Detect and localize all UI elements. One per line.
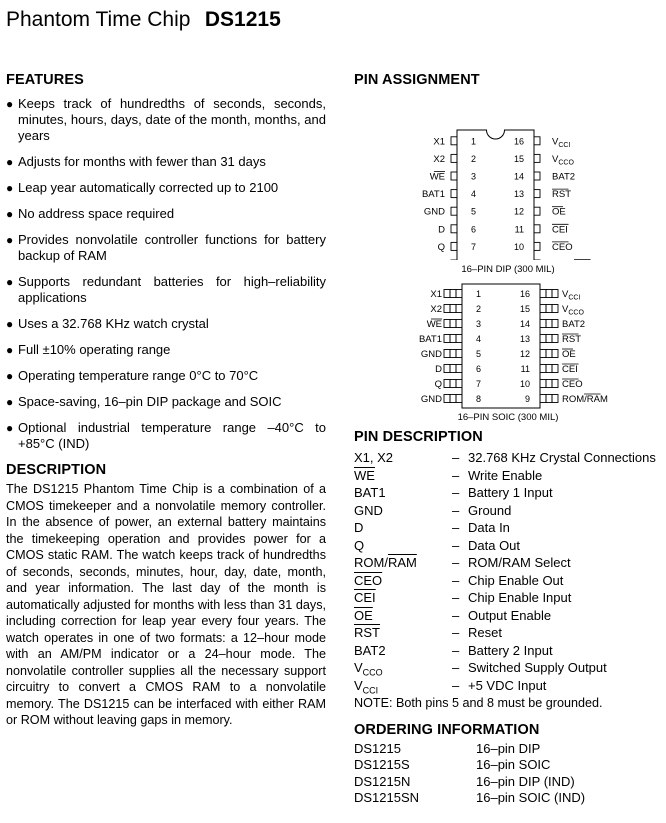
pin-label: D	[438, 224, 445, 236]
pin-number: 16	[513, 136, 524, 147]
pin-lead	[456, 350, 462, 358]
pin-name: BAT1	[354, 485, 386, 500]
pin-name: $V_{CCO}$	[354, 660, 383, 678]
pin-lead	[540, 350, 546, 358]
pin-function: Switched Supply Output	[468, 660, 607, 675]
pin-lead	[444, 335, 450, 343]
pin-dash: –	[452, 590, 460, 605]
ordering-part: DS1215SN	[354, 790, 420, 806]
pin-label: RST	[552, 189, 571, 201]
pin-dash: –	[452, 502, 460, 518]
pin-function: Data Out	[468, 537, 521, 553]
pin-description-row	[354, 555, 656, 573]
pin-label: X1	[430, 289, 442, 300]
pin-label: CEI	[562, 364, 578, 375]
pin-number	[471, 260, 476, 261]
pin-label	[424, 260, 445, 261]
pin-number: 9	[524, 394, 530, 404]
ordering-row	[354, 740, 585, 757]
pin-name: GND	[354, 502, 383, 518]
feature-text: No address space required	[18, 206, 175, 221]
pin-number: 13	[513, 189, 524, 200]
soic-pinout-diagram	[354, 280, 662, 410]
pin-label: WE	[429, 171, 445, 183]
pin-lead	[546, 305, 552, 313]
pin-lead	[546, 290, 552, 298]
pin-number: 3	[476, 319, 482, 329]
pin-name: D	[354, 520, 364, 535]
ordering-table	[354, 740, 585, 806]
pin-lead	[450, 395, 456, 403]
pin-dash: –	[452, 537, 460, 553]
pin-lead	[451, 137, 457, 145]
pin-description-row	[354, 538, 656, 556]
pin-label: Q	[434, 379, 442, 390]
ordering-row	[354, 790, 585, 807]
pin-lead	[552, 365, 558, 373]
pin-number: 16	[519, 289, 530, 299]
pin-dash: –	[452, 450, 460, 465]
pin-name: $\overline{OE}$	[354, 607, 373, 623]
pin-function: Chip Enable Out	[468, 572, 564, 588]
pin-function: Data In	[468, 520, 510, 535]
chip-body	[462, 284, 540, 408]
pin-lead	[540, 335, 546, 343]
pin-lead	[456, 335, 462, 343]
pin-label: BAT1	[421, 189, 445, 201]
bullet-icon: ●	[6, 233, 14, 247]
pin-label: X2	[430, 304, 442, 315]
feature-item	[6, 342, 326, 358]
pin-description-row	[354, 520, 656, 538]
pin-function: Ground	[468, 502, 512, 518]
pin-lead	[444, 320, 450, 328]
pin-lead	[451, 154, 457, 162]
pin-lead	[444, 305, 450, 313]
pin-number: 4	[471, 189, 477, 200]
pin-lead	[456, 320, 462, 328]
pin-description-row	[354, 678, 656, 696]
pin-label: BAT1	[418, 334, 442, 345]
features-list	[6, 96, 326, 452]
pin-name: BAT2	[354, 642, 386, 658]
pin-label: $V_{CCI}$	[562, 289, 581, 302]
pin-number: 13	[519, 334, 530, 344]
feature-text: Adjusts for months with fewer than 31 days	[18, 154, 266, 169]
feature-text: Optional industrial temperature range –40°C to +85°C (IND)	[18, 420, 326, 451]
pin-label: CEI	[552, 224, 568, 236]
pin-number: 8	[476, 394, 482, 404]
pin-lead	[444, 380, 450, 388]
pin-function: Write Enable	[468, 467, 543, 483]
pin-lead	[534, 190, 540, 198]
pin-dash: –	[452, 660, 460, 675]
dip-pinout-diagram	[354, 98, 662, 260]
ordering-package: 16–pin SOIC	[476, 757, 551, 773]
feature-item	[6, 232, 326, 264]
pin-label: ROM/RAM	[562, 394, 608, 405]
pin-label: D	[435, 364, 442, 375]
pin-dash: –	[452, 467, 460, 483]
pin-lead	[451, 225, 457, 233]
bullet-icon: ●	[6, 317, 14, 331]
features-heading: FEATURES	[6, 72, 84, 88]
pin-dash: –	[452, 642, 460, 658]
pin-lead	[450, 380, 456, 388]
pin-number: 4	[476, 334, 482, 344]
ordering-part: DS1215N	[354, 773, 411, 789]
pin-number: 11	[520, 364, 530, 374]
bullet-icon: ●	[6, 97, 14, 111]
pin-label: OE	[552, 206, 566, 218]
soic-package	[354, 280, 662, 423]
pin-number: 11	[514, 224, 524, 235]
pin-label: CEO	[562, 379, 583, 390]
left-column	[6, 72, 326, 729]
pin-number: 10	[519, 379, 530, 389]
pin-lead	[552, 320, 558, 328]
feature-item	[6, 180, 326, 196]
pin-number: 7	[476, 379, 482, 389]
pin-lead	[450, 335, 456, 343]
pin-lead	[444, 290, 450, 298]
pin-name: $V_{CCI}$	[354, 677, 379, 696]
pin-label: $V_{CCI}$	[552, 136, 571, 149]
bullet-icon: ●	[6, 395, 14, 409]
feature-text: Leap year automatically corrected up to 2100	[18, 180, 279, 195]
pin-description-row	[354, 625, 656, 643]
feature-item	[6, 274, 326, 306]
pin-lead	[534, 225, 540, 233]
pin-number: 3	[471, 171, 477, 182]
pin-number: 2	[471, 153, 477, 164]
pin-number: 15	[513, 153, 524, 164]
pin-lead	[451, 207, 457, 215]
feature-text: Uses a 32.768 KHz watch crystal	[18, 316, 209, 331]
pin-lead	[540, 290, 546, 298]
pin-lead	[444, 365, 450, 373]
pin-lead	[546, 365, 552, 373]
pin-lead	[450, 305, 456, 313]
pin-lead	[450, 350, 456, 358]
pin-label: RST	[562, 334, 581, 345]
bullet-icon: ●	[6, 343, 14, 357]
pin-lead	[451, 190, 457, 198]
pin-description-row	[354, 590, 656, 608]
pin-lead	[540, 395, 546, 403]
pin-name: X1, X2	[354, 450, 394, 465]
pin-lead	[456, 380, 462, 388]
bullet-icon: ●	[6, 421, 14, 435]
pin-description-row	[354, 503, 656, 521]
feature-item	[6, 96, 326, 144]
pin-lead	[450, 290, 456, 298]
pin-function: Reset	[468, 625, 502, 640]
pin-dash: –	[452, 520, 460, 535]
pin-lead	[546, 350, 552, 358]
dip-package	[354, 98, 662, 275]
pin-label: Q	[437, 241, 445, 253]
pin-lead	[456, 290, 462, 298]
pin-function: +5 VDC Input	[468, 677, 547, 693]
page-header	[6, 8, 281, 32]
pin-description-row	[354, 643, 656, 661]
pin-lead	[552, 335, 558, 343]
bullet-icon: ●	[6, 181, 14, 195]
pin-function: 32.768 KHz Crystal Connections	[468, 450, 656, 465]
pin-dash: –	[452, 572, 460, 588]
pin-number: 14	[519, 319, 530, 329]
ordering-package: 16–pin SOIC (IND)	[476, 790, 586, 806]
feature-item	[6, 316, 326, 332]
feature-text: Space-saving, 16–pin DIP package and SOIC	[18, 394, 282, 409]
pin-lead	[540, 380, 546, 388]
pin-description-row	[354, 660, 656, 678]
pin-lead	[451, 242, 457, 250]
pin-number: 6	[471, 224, 477, 235]
pin-lead	[444, 350, 450, 358]
pin-number: 12	[519, 349, 530, 359]
pin-function: Battery 1 Input	[468, 485, 553, 500]
pin-dash: –	[452, 555, 460, 570]
pin-lead	[552, 395, 558, 403]
document-title: Phantom Time Chip	[6, 8, 191, 31]
pin-function: ROM/RAM Select	[468, 555, 571, 570]
feature-text: Supports redundant batteries for high–reliability applications	[18, 274, 326, 305]
pin-assignment-heading: PIN ASSIGNMENT	[354, 72, 480, 88]
pin-name: $\overline{RST}$	[354, 625, 380, 640]
pin-dash: –	[452, 485, 460, 500]
pin-label: GND	[420, 394, 442, 405]
pin-number: 2	[476, 304, 482, 314]
ordering-package: 16–pin DIP (IND)	[476, 773, 575, 789]
pin-function: Output Enable	[468, 607, 552, 623]
right-column	[354, 72, 662, 806]
pin-description-row	[354, 485, 656, 503]
pin-lead	[546, 380, 552, 388]
pin-description-row	[354, 573, 656, 591]
pin-function: Battery 2 Input	[468, 642, 553, 658]
pin-note: NOTE: Both pins 5 and 8 must be grounded.	[354, 696, 603, 711]
soic-caption: 16–PIN SOIC (300 MIL)	[457, 412, 559, 423]
pin-lead	[456, 365, 462, 373]
bullet-icon: ●	[6, 369, 14, 383]
feature-item	[6, 368, 326, 384]
pin-lead	[540, 365, 546, 373]
pin-lead	[546, 320, 552, 328]
pin-lead	[540, 305, 546, 313]
pin-number: 12	[513, 206, 524, 217]
feature-item	[6, 154, 326, 170]
pin-name: $\overline{CEO}$	[354, 572, 383, 588]
pin-lead	[534, 242, 540, 250]
pin-label: BAT2	[552, 171, 576, 183]
ordering-part: DS1215	[354, 740, 401, 756]
pin-lead	[444, 395, 450, 403]
pin-number: 10	[513, 241, 524, 252]
pin-label: OE	[562, 349, 576, 360]
pin-number: 5	[476, 349, 482, 359]
ordering-row	[354, 773, 585, 790]
pin-function: Chip Enable Input	[468, 590, 572, 605]
pin-label: GND	[420, 349, 442, 360]
pin-number: 6	[476, 364, 482, 374]
pin-lead	[534, 172, 540, 180]
pin-description-row	[354, 608, 656, 626]
pin-lead	[552, 350, 558, 358]
pin-lead	[451, 172, 457, 180]
feature-text: Provides nonvolatile controller functions for battery backup of RAM	[18, 232, 326, 263]
feature-item	[6, 206, 326, 222]
pin-number: 14	[513, 171, 524, 182]
pin-description-row	[354, 468, 656, 486]
pin-label: BAT2	[562, 319, 586, 330]
dip-caption: 16–PIN DIP (300 MIL)	[461, 264, 555, 275]
bullet-icon: ●	[6, 275, 14, 289]
pin-description-heading: PIN DESCRIPTION	[354, 429, 483, 445]
pin-lead	[546, 395, 552, 403]
pin-lead	[534, 154, 540, 162]
pin-lead	[456, 305, 462, 313]
pin-dash: –	[452, 677, 460, 693]
ordering-part: DS1215S	[354, 757, 410, 773]
ordering-heading: ORDERING INFORMATION	[354, 722, 540, 739]
bullet-icon: ●	[6, 207, 14, 221]
pin-number: 15	[519, 304, 530, 314]
pin-label: X2	[433, 153, 445, 165]
pin-lead	[546, 335, 552, 343]
part-number: DS1215	[204, 8, 281, 31]
pin-name: ROM/$\overline{RAM}$	[354, 555, 417, 570]
feature-text: Operating temperature range 0°C to 70°C	[18, 368, 259, 383]
pin-label: CEO	[552, 241, 573, 253]
pin-lead	[552, 380, 558, 388]
pin-description-table	[354, 450, 656, 695]
pin-lead	[456, 395, 462, 403]
feature-text: Full ±10% operating range	[18, 342, 171, 357]
pin-name: Q	[354, 537, 365, 553]
pin-number: 7	[471, 241, 477, 252]
pin-lead	[552, 290, 558, 298]
pin-label: $V_{CCO}$	[552, 153, 574, 167]
pin-number: 5	[471, 206, 477, 217]
pin-lead	[540, 320, 546, 328]
feature-text: Keeps track of hundredths of seconds, seconds, minutes, hours, days, date of the month, months, and years	[18, 96, 326, 143]
feature-item	[6, 420, 326, 452]
pin-label: X1	[433, 136, 445, 148]
pin-label: GND	[423, 206, 445, 218]
pin-lead	[534, 207, 540, 215]
pin-lead	[450, 320, 456, 328]
feature-item	[6, 394, 326, 410]
pin-dash: –	[452, 625, 460, 640]
pin-number: 1	[476, 289, 482, 299]
ordering-package: 16–pin DIP	[476, 740, 541, 756]
description-heading: DESCRIPTION	[6, 462, 107, 478]
pin-lead	[552, 305, 558, 313]
pin-lead	[534, 137, 540, 145]
bullet-icon: ●	[6, 155, 14, 169]
pin-lead	[450, 365, 456, 373]
pin-number	[519, 260, 524, 261]
pin-description-row	[354, 450, 656, 468]
ordering-row	[354, 757, 585, 774]
pin-label: $V_{CCO}$	[562, 304, 584, 317]
pin-name: $\overline{CEI}$	[354, 590, 376, 605]
pin-name: $\overline{WE}$	[354, 467, 375, 483]
description-text: The DS1215 Phantom Time Chip is a combination of a CMOS timekeeper and a nonvolatile memory controller. In the absence of power, an external battery maintains the timekeeping operation and provides power for a CMOS static RAM. The watch keeps track of hundredths of seconds, seconds, minutes, hour, day, date, month, and year information. The last day of the month is automatically adjusted for months with less than 31 days, including correction for leap year every four years. The watch operates in one of two formats: a 12–hour mode with an AM/PM indicator or a 24–hour mode. The nonvolatile controller supplies all the necessary support circuitry to convert a CMOS RAM to a nonvolatile memory. The DS1215 can be interfaced with either RAM or ROM without leaving gaps in memory.	[6, 482, 326, 727]
pin-dash: –	[452, 607, 460, 623]
pin-number: 1	[471, 136, 477, 147]
pin-label: WE	[426, 319, 442, 330]
